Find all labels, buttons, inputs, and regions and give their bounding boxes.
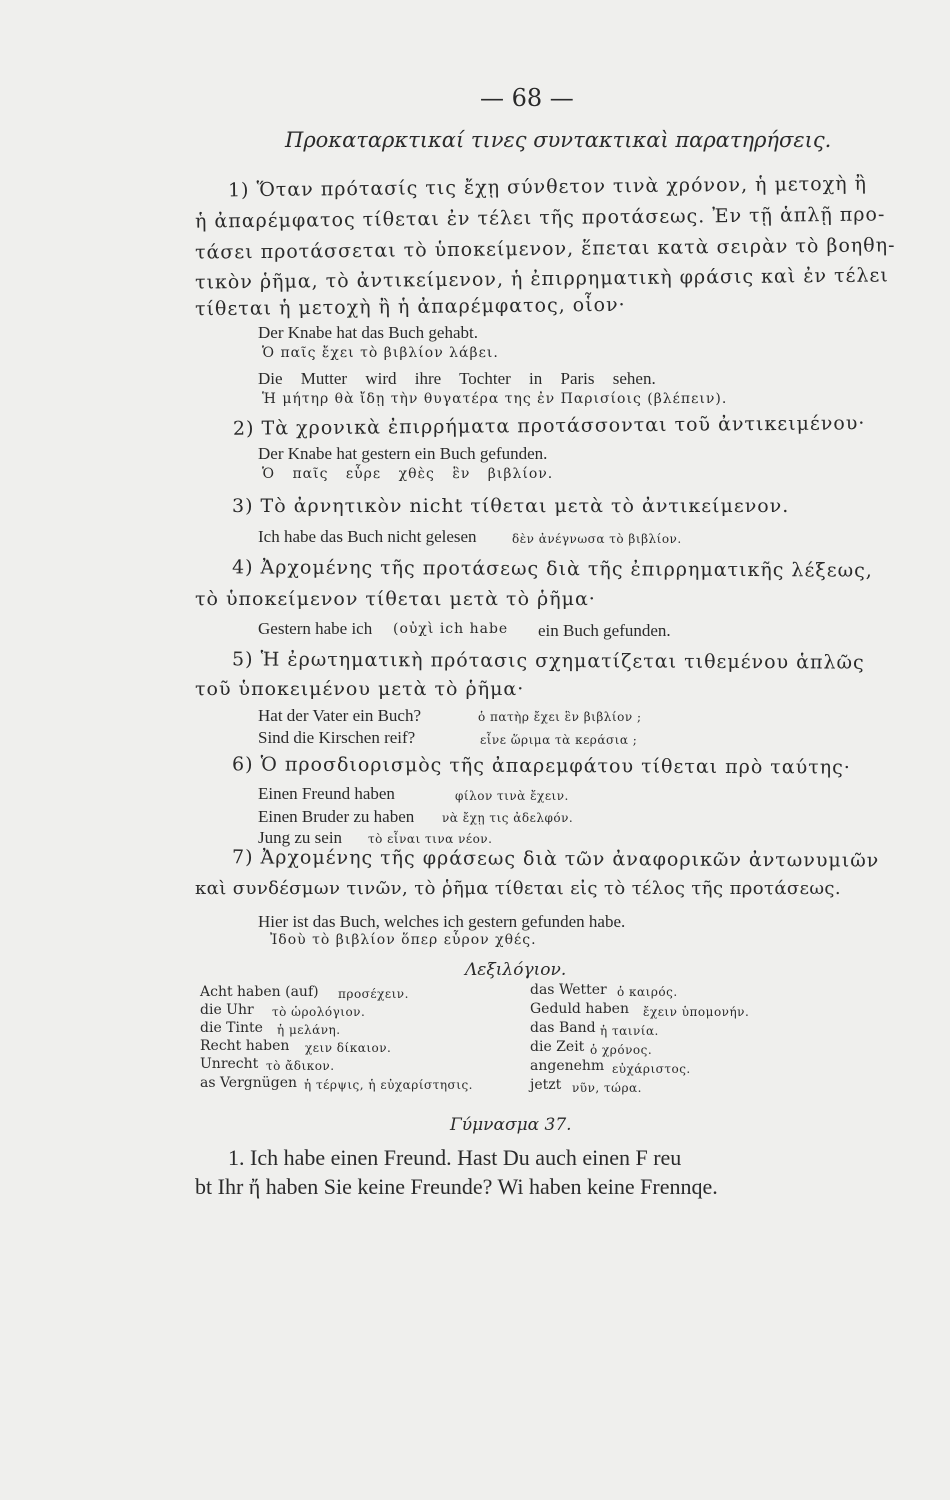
example-german: Sind die Kirschen reif? <box>258 728 416 747</box>
vocab-german: jetzt <box>530 1077 562 1093</box>
vocab-german: angenehm <box>530 1058 605 1074</box>
vocab-german: Geduld haben <box>530 1001 629 1017</box>
section-title: Προκαταρκτικαί τινες συντακτικαὶ παρατηρήσεις. <box>285 128 832 152</box>
example-german: ein Buch gefunden. <box>538 621 671 640</box>
page-number: — 68 — <box>480 84 574 112</box>
example-german: Jung zu sein <box>258 828 343 847</box>
rule7-line: καὶ συνδέσμων τινῶν, τὸ ῥῆμα τίθεται εἰς τὸ τέλος τῆς προτάσεως. <box>195 878 842 899</box>
vocab-german: das Band <box>530 1020 596 1036</box>
example-german: Der Knabe hat das Buch gehabt. <box>258 323 478 342</box>
vocab-greek: ὁ χρόνος. <box>590 1043 653 1057</box>
rule7-line: 7) Ἀρχομένης τῆς φράσεως διὰ τῶν ἀναφορικῶν ἀντωνυμιῶν <box>231 846 880 872</box>
example-german: Einen Freund haben <box>258 784 395 803</box>
vocab-greek: χειν δίκαιον. <box>305 1041 392 1055</box>
rule3-text: 3) Τὸ ἀρνητικὸν nicht τίθεται μετὰ τὸ ἀντικείμενον. <box>232 495 790 517</box>
vocab-german: Unrecht <box>200 1056 259 1072</box>
vocab-greek: τὸ ὡρολόγιον. <box>272 1005 366 1019</box>
example-german: Hat der Vater ein Buch? <box>258 706 422 725</box>
example-german: Hier ist das Buch, welches ich gestern gefunden habe. <box>258 912 626 931</box>
vocab-german: Recht haben <box>200 1038 290 1054</box>
rule2-text: 2) Τὰ χρονικὰ ἐπιρρήματα προτάσσονται τοῦ ἀντικειμένου· <box>232 412 866 440</box>
rule4-line: 4) Ἀρχομένης τῆς προτάσεως διὰ τῆς ἐπιρρηματικῆς λέξεως, <box>231 556 873 582</box>
example-greek: εἶνε ὥριμα τὰ κεράσια ; <box>480 733 638 747</box>
example-greek: (οὐχὶ ich habe <box>393 621 509 637</box>
example-greek: φίλον τινὰ ἔχειν. <box>455 789 569 803</box>
example-german: Einen Bruder zu haben <box>258 807 415 826</box>
example-greek: δὲν ἀνέγνωσα τὸ βιβλίον. <box>512 532 682 546</box>
example-german: Ich habe das Buch nicht gelesen <box>258 527 477 546</box>
example-greek: Ἡ μήτηρ θὰ ἴδῃ τὴν θυγατέρα της ἐν Παρισίοις (βλέπειν). <box>262 391 728 407</box>
vocabulary-heading: Λεξιλόγιον. <box>465 960 567 980</box>
vocab-german: die Zeit <box>530 1039 585 1055</box>
exercise-line: bt Ihr ἤ haben Sie keine Freunde? Wi haben keine Frennqe. <box>195 1174 718 1199</box>
example-greek: τὸ εἶναι τινα νέον. <box>368 832 493 846</box>
vocab-greek: ἔχειν ὑπομονήν. <box>643 1005 750 1019</box>
rule6-text: 6) Ὁ προσδιορισμὸς τῆς ἀπαρεμφάτου τίθεται πρὸ ταύτης· <box>231 753 851 779</box>
example-greek: νὰ ἔχῃ τις ἀδελφόν. <box>442 811 574 825</box>
vocab-greek: ἡ μελάνη. <box>277 1023 341 1037</box>
vocab-german: das Wetter <box>530 982 607 998</box>
rule1-line: τικὸν ῥῆμα, τὸ ἀντικείμενον, ἡ ἐπιρρηματικὴ φράσις καὶ ἐν τέλει <box>194 264 889 294</box>
vocab-greek: τὸ ἄδικον. <box>266 1059 335 1073</box>
rule5-line: τοῦ ὑποκειμένου μετὰ τὸ ῥῆμα· <box>195 678 525 700</box>
exercise-line: 1. Ich habe einen Freund. Hast Du auch einen F reu <box>228 1145 682 1170</box>
rule1-line: 1) Ὅταν πρότασίς τις ἔχῃ σύνθετον τινὰ χρόνον, ἡ μετοχὴ ἢ <box>227 172 868 202</box>
vocab-greek: εὐχάριστος. <box>612 1062 691 1076</box>
vocab-german: Acht haben (auf) <box>200 984 319 1000</box>
rule1-line: ἡ ἀπαρέμφατος τίθεται ἐν τέλει τῆς προτάσεως. Ἐν τῇ ἁπλῇ προ- <box>194 203 886 233</box>
vocab-greek: ἡ τέρψις, ἡ εὐχαρίστησις. <box>304 1078 473 1092</box>
vocab-german: as Vergnügen <box>200 1075 298 1091</box>
example-greek: Ὁ παῖς ἔχει τὸ βιβλίον λάβει. <box>262 345 499 361</box>
rule1-line: τάσει προτάσσεται τὸ ὑποκείμενον, ἕπεται κατὰ σειρὰν τὸ βοηθη- <box>194 234 896 264</box>
vocab-greek: ὁ καιρός. <box>617 985 678 999</box>
vocab-greek: ἡ ταινία. <box>600 1024 659 1038</box>
example-german: Der Knabe hat gestern ein Buch gefunden. <box>258 444 548 463</box>
vocab-german: die Tinte <box>200 1020 263 1036</box>
rule5-line: 5) Ἡ ἐρωτηματικὴ πρότασις σχηματίζεται τιθεμένου ἁπλῶς <box>231 648 865 674</box>
vocab-greek: νῦν, τώρα. <box>572 1081 642 1095</box>
example-german: Gestern habe ich <box>258 619 373 638</box>
vocab-german: die Uhr <box>200 1002 254 1018</box>
example-greek: ὁ πατὴρ ἔχει ἓν βιβλίον ; <box>478 710 642 724</box>
exercise-heading: Γύμνασμα 37. <box>450 1115 572 1135</box>
rule4-line: τὸ ὑποκείμενον τίθεται μετὰ τὸ ῥῆμα· <box>195 588 596 610</box>
example-greek: Ὁ παῖς εὗρε χθὲς ἓν βιβλίον. <box>262 466 554 482</box>
example-german: Die Mutter wird ihre Tochter in Paris sehen. <box>258 369 656 388</box>
example-greek: Ἰδοὺ τὸ βιβλίον ὅπερ εὗρον χθές. <box>270 932 537 948</box>
vocab-greek: προσέχειν. <box>338 987 409 1001</box>
rule1-line: τίθεται ἡ μετοχὴ ἢ ἡ ἀπαρέμφατος, οἷον· <box>194 293 626 321</box>
